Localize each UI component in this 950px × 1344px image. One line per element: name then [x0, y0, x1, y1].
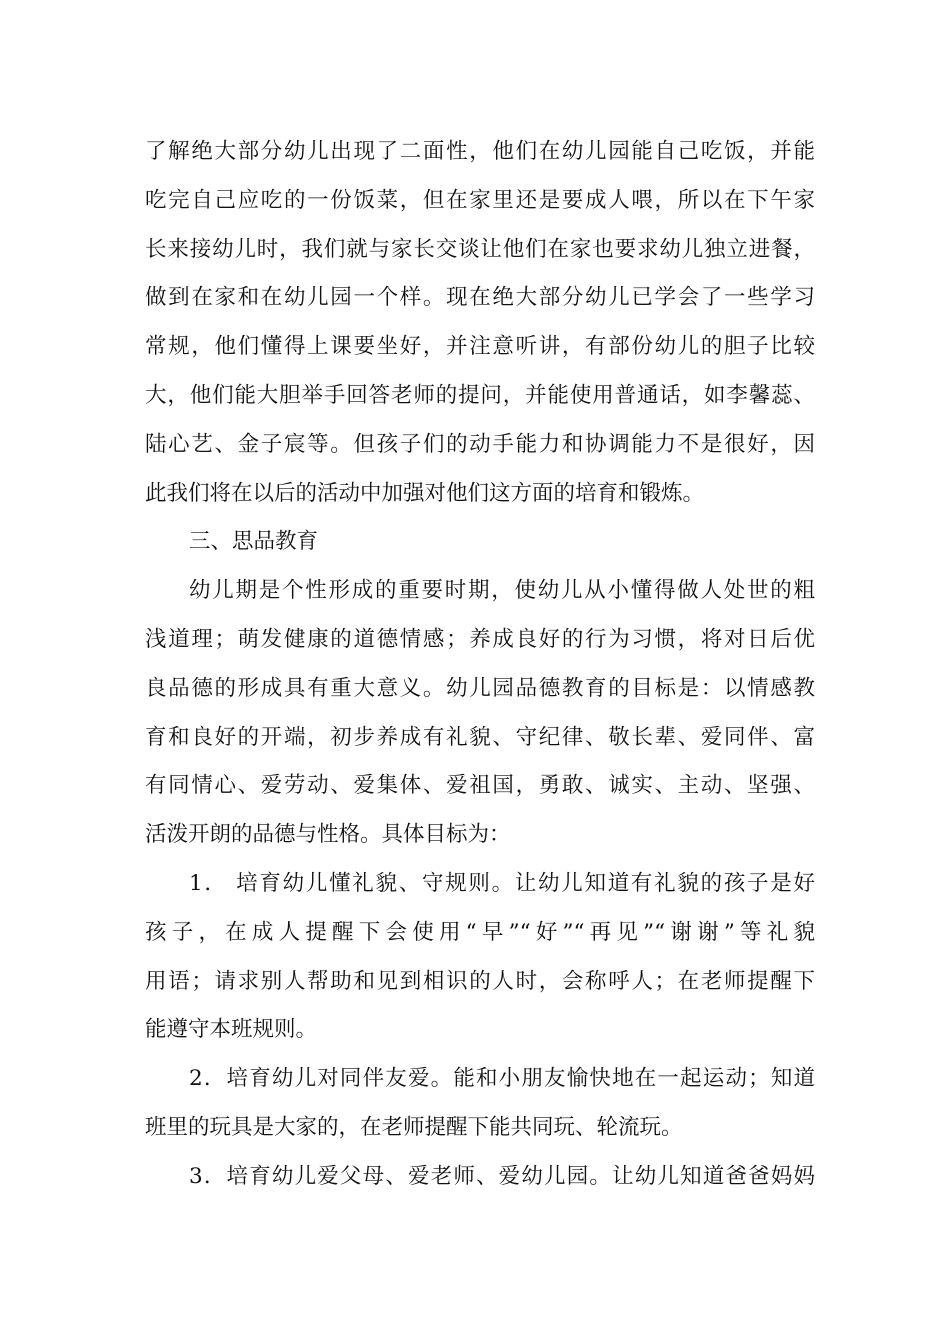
text-line: 用语；请求别人帮助和见到相识的人时，会称呼人；在老师提醒下 — [145, 968, 815, 994]
document-page — [145, 128, 815, 1202]
text-line: 有同情心、爱劳动、爱集体、爱祖国，勇敢、诚实、主动、坚强、 — [145, 773, 815, 799]
text-line: 能遵守本班规则。 — [145, 1017, 318, 1043]
text-line: 陆心艺、金子宸等。但孩子们的动手能力和协调能力不是很好，因 — [145, 431, 815, 457]
text-line: 大，他们能大胆举手回答老师的提问，并能使用普通话，如李馨蕊、 — [145, 382, 815, 408]
text-line: 活泼开朗的品德与性格。具体目标为： — [145, 822, 511, 848]
text-line: 孩子，在成人提醒下会使用“早”“好”“再见”“谢谢”等礼貌 — [145, 919, 815, 945]
list-item-3: 3．培育幼儿爱父母、爱老师、爱幼儿园。让幼儿知道爸爸妈妈 — [189, 1163, 815, 1189]
text-line: 浅道理；萌发健康的道德情感；养成良好的行为习惯，将对日后优 — [145, 626, 815, 652]
list-item-2: 2．培育幼儿对同伴友爱。能和小朋友愉快地在一起运动；知道 — [189, 1066, 815, 1092]
text-line: 做到在家和在幼儿园一个样。现在绝大部分幼儿已学会了一些学习 — [145, 285, 815, 311]
text-line: 常规，他们懂得上课要坐好，并注意听讲，有部份幼儿的胆子比较 — [145, 334, 815, 360]
text-line: 育和良好的开端，初步养成有礼貌、守纪律、敬长辈、爱同伴、富 — [145, 724, 815, 750]
text-line: 吃完自己应吃的一份饭菜，但在家里还是要成人喂，所以在下午家 — [145, 187, 815, 213]
text-line: 了解绝大部分幼儿出现了二面性，他们在幼儿园能自己吃饭，并能 — [145, 139, 815, 164]
section-heading: 三、思品教育 — [189, 529, 319, 555]
list-item-1: 1． 培育幼儿懂礼貌、守规则。让幼儿知道有礼貌的孩子是好 — [189, 870, 815, 896]
text-line: 长来接幼儿时，我们就与家长交谈让他们在家也要求幼儿独立进餐， — [145, 236, 815, 262]
text-line: 班里的玩具是大家的，在老师提醒下能共同玩、轮流玩。 — [145, 1114, 683, 1140]
text-line: 良品德的形成具有重大意义。幼儿园品德教育的目标是：以情感教 — [145, 675, 815, 701]
text-line: 此我们将在以后的活动中加强对他们这方面的培育和锻炼。 — [145, 480, 705, 506]
text-line: 幼儿期是个性形成的重要时期，使幼儿从小懂得做人处世的粗 — [189, 578, 815, 604]
